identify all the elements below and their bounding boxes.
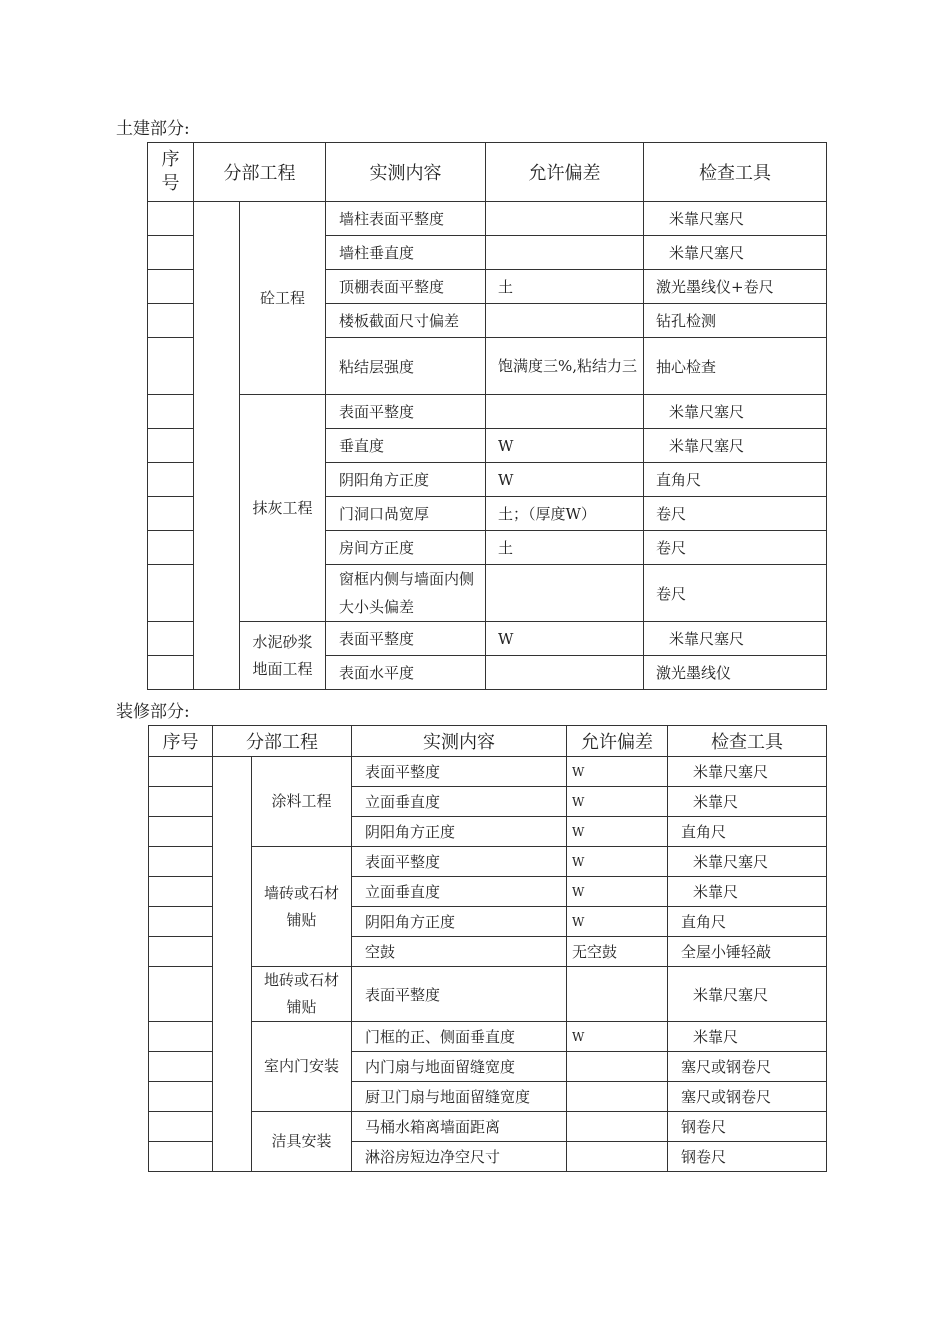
tool-cell: 米靠尺 (668, 1022, 827, 1052)
content-cell: 表面平整度 (352, 847, 567, 877)
tolerance-cell (567, 1142, 668, 1172)
seq-cell (148, 395, 194, 429)
tolerance-cell (486, 304, 644, 338)
tool-cell: 米靠尺塞尺 (644, 202, 827, 236)
division-cell: 水泥砂浆地面工程 (240, 622, 326, 690)
seq-cell (149, 937, 213, 967)
tool-cell: 米靠尺塞尺 (644, 622, 827, 656)
tolerance-cell: 土 (486, 270, 644, 304)
tool-cell: 激光墨线仪+卷尺 (644, 270, 827, 304)
civil-section-title: 土建部分: (116, 119, 190, 139)
tool-cell: 米靠尺塞尺 (644, 429, 827, 463)
seq-cell (149, 967, 213, 1022)
division-cell: 涂料工程 (252, 757, 352, 847)
tolerance-cell: 土；（厚度W） (486, 497, 644, 531)
tolerance-cell: W (486, 463, 644, 497)
content-cell: 表面平整度 (352, 967, 567, 1022)
tolerance-cell (486, 656, 644, 690)
content-cell: 顶棚表面平整度 (326, 270, 486, 304)
seq-cell (148, 338, 194, 395)
seq-cell (148, 497, 194, 531)
content-cell: 立面垂直度 (352, 877, 567, 907)
division-cell: 抹灰工程 (240, 395, 326, 622)
tool-cell: 直角尺 (668, 817, 827, 847)
seq-cell (149, 907, 213, 937)
division-outer-cell (213, 757, 252, 1172)
content-cell: 门洞口咼宽厚 (326, 497, 486, 531)
content-cell: 门框的正、侧面垂直度 (352, 1022, 567, 1052)
seq-cell (148, 429, 194, 463)
content-cell: 厨卫门扇与地面留缝宽度 (352, 1082, 567, 1112)
content-cell: 空鼓 (352, 937, 567, 967)
tool-cell: 米靠尺塞尺 (644, 236, 827, 270)
header-division: 分部工程 (194, 143, 326, 202)
seq-cell (148, 622, 194, 656)
seq-cell (149, 757, 213, 787)
division-cell: 洁具安装 (252, 1112, 352, 1172)
table-row (148, 395, 827, 429)
tool-cell: 钢卷尺 (668, 1112, 827, 1142)
content-cell: 阴阳角方正度 (352, 907, 567, 937)
tolerance-cell: W (567, 877, 668, 907)
content-cell: 垂直度 (326, 429, 486, 463)
content-cell: 房间方正度 (326, 531, 486, 565)
seq-cell (148, 656, 194, 690)
seq-cell (149, 877, 213, 907)
tool-cell: 钢卷尺 (668, 1142, 827, 1172)
tolerance-cell (567, 967, 668, 1022)
tool-cell: 激光墨线仪 (644, 656, 827, 690)
content-cell: 阴阳角方正度 (352, 817, 567, 847)
header-tool: 检查工具 (644, 143, 827, 202)
header-seq-line2: 号 (161, 173, 180, 194)
tool-cell: 卷尺 (644, 497, 827, 531)
tool-cell: 塞尺或钢卷尺 (668, 1082, 827, 1112)
header-content: 实测内容 (326, 143, 486, 202)
division-cell: 地砖或石材铺贴 (252, 967, 352, 1022)
tolerance-cell: W (486, 429, 644, 463)
tool-cell: 钻孔检测 (644, 304, 827, 338)
tool-cell: 米靠尺塞尺 (668, 847, 827, 877)
seq-cell (149, 1112, 213, 1142)
seq-cell (148, 531, 194, 565)
header-tolerance: 允许偏差 (567, 726, 668, 757)
content-cell: 表面水平度 (326, 656, 486, 690)
tolerance-cell: W (486, 622, 644, 656)
header-division: 分部工程 (213, 726, 352, 757)
content-cell: 墙柱垂直度 (326, 236, 486, 270)
header-seq: 序号 (149, 726, 213, 757)
tolerance-cell (567, 1052, 668, 1082)
civil-inspection-table (147, 142, 827, 690)
header-seq-line1: 序 (161, 149, 180, 170)
tool-cell: 全屋小锤轻敲 (668, 937, 827, 967)
tool-cell: 塞尺或钢卷尺 (668, 1052, 827, 1082)
decoration-section-title: 装修部分: (116, 702, 190, 722)
seq-cell (148, 270, 194, 304)
tolerance-cell: W (567, 757, 668, 787)
tool-cell: 卷尺 (644, 531, 827, 565)
seq-cell (148, 304, 194, 338)
content-cell: 表面平整度 (326, 395, 486, 429)
content-cell: 楼板截面尺寸偏差 (326, 304, 486, 338)
seq-cell (148, 463, 194, 497)
content-cell: 窗框内侧与墙面内侧大小头偏差 (326, 565, 486, 622)
tool-cell: 直角尺 (668, 907, 827, 937)
seq-cell (149, 1022, 213, 1052)
seq-cell (148, 565, 194, 622)
division-cell: 墙砖或石材铺贴 (252, 847, 352, 967)
seq-cell (149, 1082, 213, 1112)
tool-cell: 直角尺 (644, 463, 827, 497)
content-cell: 立面垂直度 (352, 787, 567, 817)
seq-cell (149, 847, 213, 877)
tolerance-cell: 饱满度三%,粘结力三 (486, 338, 644, 395)
table-row (148, 202, 827, 236)
tolerance-cell: 土 (486, 531, 644, 565)
content-cell: 马桶水箱离墙面距离 (352, 1112, 567, 1142)
division-outer-cell (194, 202, 240, 690)
tool-cell: 米靠尺塞尺 (668, 967, 827, 1022)
tool-cell: 米靠尺塞尺 (668, 757, 827, 787)
seq-cell (149, 1142, 213, 1172)
content-cell: 淋浴房短边净空尺寸 (352, 1142, 567, 1172)
seq-cell (149, 817, 213, 847)
tool-cell: 抽心检查 (644, 338, 827, 395)
header-tool: 检查工具 (668, 726, 827, 757)
table-row (148, 622, 827, 656)
seq-cell (149, 1052, 213, 1082)
tolerance-cell (567, 1112, 668, 1142)
tolerance-cell: W (567, 847, 668, 877)
tool-cell: 米靠尺 (668, 787, 827, 817)
content-cell: 粘结层强度 (326, 338, 486, 395)
tolerance-cell: W (567, 817, 668, 847)
division-cell: 室内门安装 (252, 1022, 352, 1112)
division-cell: 砼工程 (240, 202, 326, 395)
content-cell: 内门扇与地面留缝宽度 (352, 1052, 567, 1082)
table-header-row (148, 143, 827, 202)
tool-cell: 米靠尺塞尺 (644, 395, 827, 429)
tolerance-cell: W (567, 1022, 668, 1052)
decoration-inspection-table (148, 725, 827, 1172)
content-cell: 表面平整度 (326, 622, 486, 656)
content-cell: 墙柱表面平整度 (326, 202, 486, 236)
tolerance-cell: 无空鼓 (567, 937, 668, 967)
seq-cell (148, 236, 194, 270)
header-tolerance: 允许偏差 (486, 143, 644, 202)
tolerance-cell (486, 565, 644, 622)
content-cell: 表面平整度 (352, 757, 567, 787)
tolerance-cell (486, 395, 644, 429)
table-header-row (149, 726, 827, 757)
tool-cell: 卷尺 (644, 565, 827, 622)
seq-cell (149, 787, 213, 817)
seq-cell (148, 202, 194, 236)
header-content: 实测内容 (352, 726, 567, 757)
tolerance-cell: W (567, 907, 668, 937)
tolerance-cell: W (567, 787, 668, 817)
tolerance-cell (486, 202, 644, 236)
tolerance-cell (486, 236, 644, 270)
tool-cell: 米靠尺 (668, 877, 827, 907)
tolerance-cell (567, 1082, 668, 1112)
header-seq (148, 143, 194, 202)
table-row (149, 757, 827, 787)
content-cell: 阴阳角方正度 (326, 463, 486, 497)
